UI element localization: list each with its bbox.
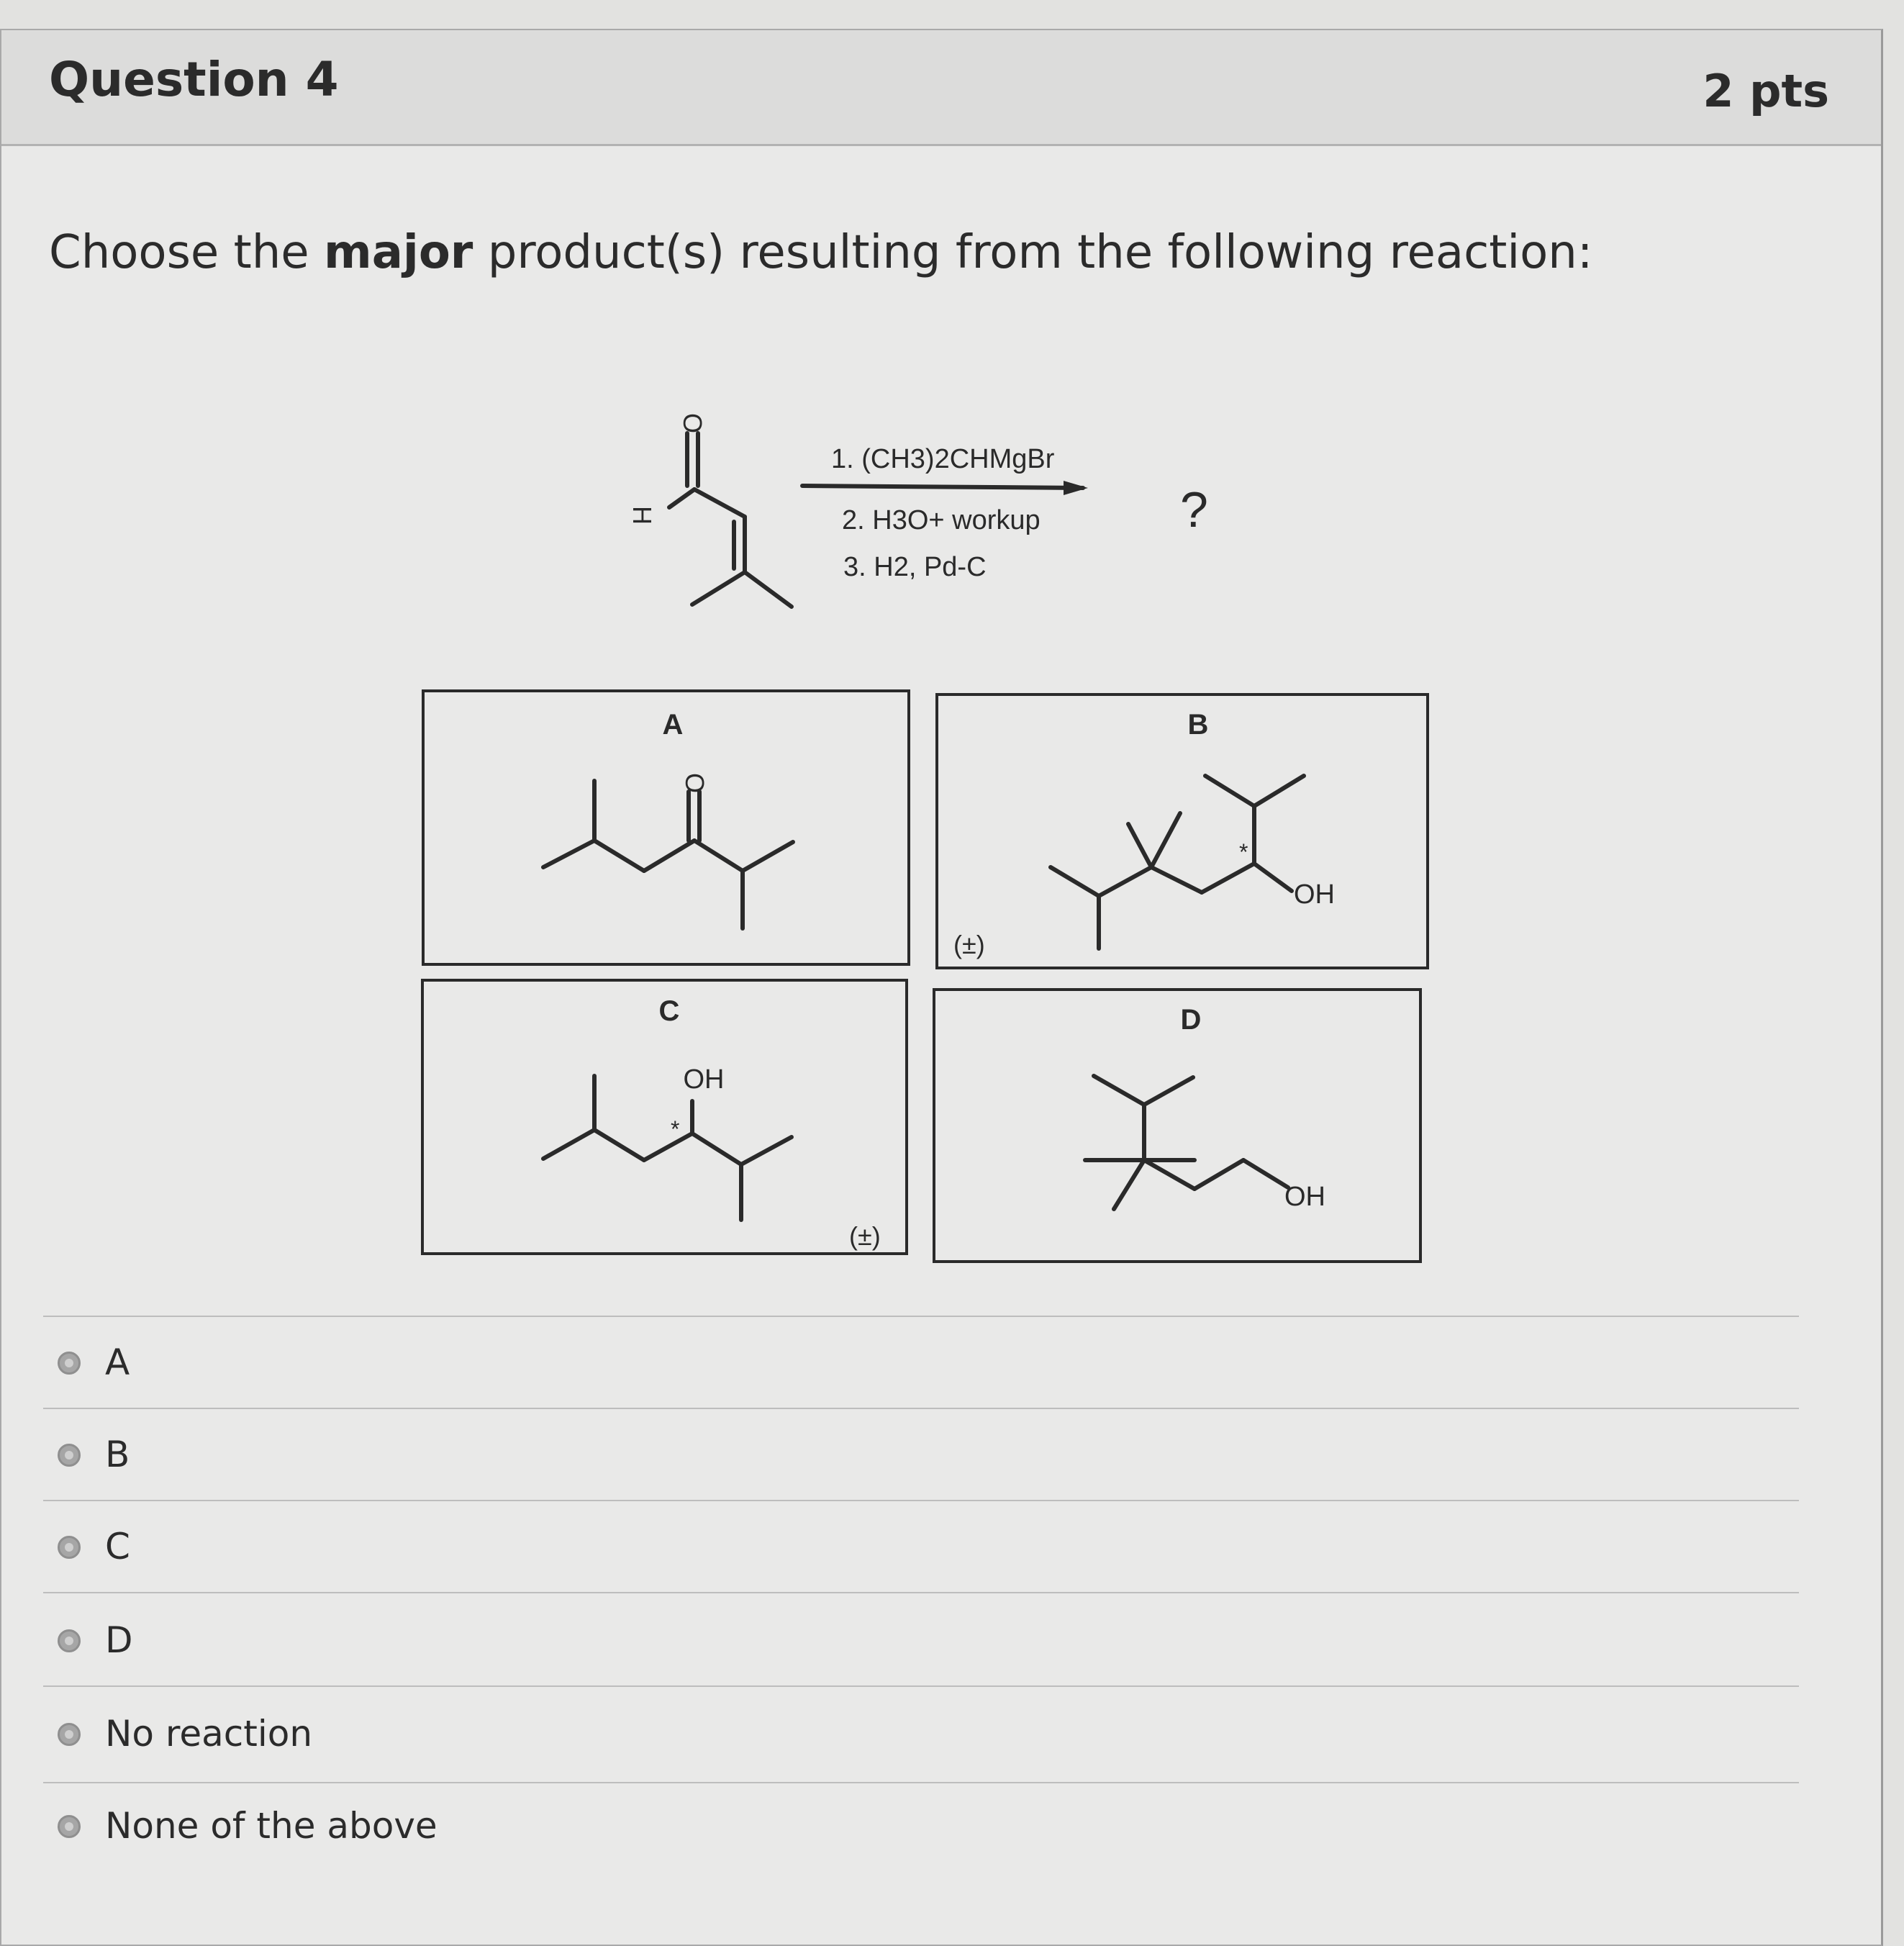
option-d[interactable] xyxy=(43,1592,1799,1685)
option-none-of-the-above-radio[interactable] xyxy=(58,1815,81,1838)
option-none-of-the-above[interactable] xyxy=(43,1782,1799,1875)
question-title: Question 4 xyxy=(49,52,339,107)
structure-a-label: A xyxy=(662,709,684,741)
option-c[interactable] xyxy=(43,1500,1799,1593)
structure-b-skeleton xyxy=(1051,776,1304,949)
reagent-step-1: 1. (CH3)2CHMgBr xyxy=(831,444,1055,474)
structure-c-racemic: (±) xyxy=(849,1221,881,1251)
structure-d-hydroxyl: OH xyxy=(1284,1182,1325,1212)
option-b-label[interactable]: B xyxy=(105,1434,130,1475)
option-c-label[interactable]: C xyxy=(105,1526,130,1567)
structure-c-skeleton xyxy=(543,1076,792,1220)
prompt-text-before: Choose the xyxy=(49,226,309,279)
structure-b-label: B xyxy=(1187,709,1209,741)
structure-c-stereocenter: * xyxy=(671,1116,680,1142)
option-d-label[interactable]: D xyxy=(105,1619,133,1661)
option-c-radio[interactable] xyxy=(58,1536,81,1559)
option-none-of-the-above-label[interactable]: None of the above xyxy=(105,1805,438,1847)
unknown-product: ? xyxy=(1180,481,1208,538)
reactant-oxygen-label: O xyxy=(678,412,707,434)
structure-a-oxygen: O xyxy=(680,772,710,794)
structure-c-hydroxyl: OH xyxy=(683,1064,725,1095)
option-b[interactable] xyxy=(43,1408,1799,1501)
structure-b-racemic: (±) xyxy=(953,930,985,959)
structure-b-stereocenter: * xyxy=(1239,839,1248,865)
option-a-label[interactable]: A xyxy=(105,1341,130,1383)
reaction-arrow xyxy=(802,481,1088,495)
option-d-radio[interactable] xyxy=(58,1629,81,1652)
option-no-reaction[interactable] xyxy=(43,1685,1799,1779)
option-no-reaction-label[interactable]: No reaction xyxy=(105,1713,313,1755)
structure-d-label: D xyxy=(1180,1004,1202,1036)
question-points: 2 pts xyxy=(1703,65,1829,117)
structure-b-hydroxyl: OH xyxy=(1294,879,1335,910)
option-a[interactable] xyxy=(43,1316,1799,1409)
reactant-hydrogen-label: H xyxy=(627,506,657,525)
reagent-step-3: 3. H2, Pd-C xyxy=(843,552,987,582)
option-no-reaction-radio[interactable] xyxy=(58,1723,81,1746)
structure-d-skeleton xyxy=(1085,1076,1288,1209)
option-a-radio[interactable] xyxy=(58,1352,81,1375)
prompt-emphasis: major xyxy=(324,226,473,279)
structure-c-label: C xyxy=(658,995,680,1027)
structure-box-b xyxy=(937,694,1428,968)
reactant-structure xyxy=(669,433,792,607)
structure-a-skeleton xyxy=(543,781,793,928)
structure-box-d xyxy=(934,990,1420,1262)
option-b-radio[interactable] xyxy=(58,1444,81,1467)
reagent-step-2: 2. H3O+ workup xyxy=(842,505,1041,535)
prompt-text-after: product(s) resulting from the following reaction: xyxy=(487,226,1593,279)
